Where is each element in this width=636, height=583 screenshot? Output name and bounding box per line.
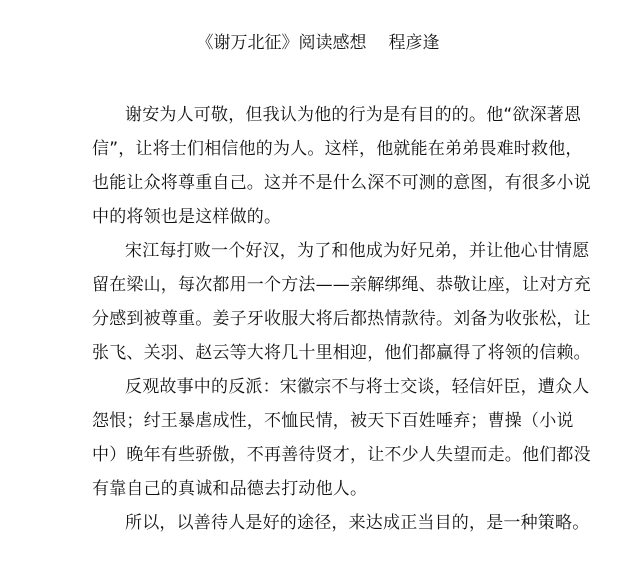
title-line <box>0 32 636 54</box>
author-name: 程彦逢 <box>388 33 440 53</box>
essay-body <box>92 98 591 540</box>
paragraph-3-line-2: 怨恨；纣王暴虐成性，不恤民情，被天下百姓唾弃；曹操（小说 <box>92 411 574 431</box>
paragraph-3-line-3: 中）晚年有些骄傲，不再善待贤才，让不少人失望而走。他们都没 <box>92 445 591 465</box>
paragraph-3-line-1: 反观故事中的反派：宋徽宗不与将士交谈，轻信奸臣，遭众人 <box>125 377 590 397</box>
paragraph-2-line-1: 宋江每打败一个好汉，为了和他成为好兄弟，并让他心甘情愿 <box>125 241 590 261</box>
paragraph-1-line-1: 谢安为人可敬，但我认为他的行为是有目的的。他“欲深著恩 <box>125 105 582 125</box>
paragraph-2-line-3: 分感到被尊重。姜子牙收服大将后都热情款待。刘备为收张松，让 <box>92 309 591 329</box>
paragraph-3-line-4: 有靠自己的真诚和品德去打动他人。 <box>92 479 368 499</box>
paragraph-1-line-2: 信”，让将士们相信他的为人。这样，他就能在弟弟畏难时救他， <box>92 139 583 159</box>
essay-title: 《谢万北征》阅读感想 <box>196 33 367 53</box>
paragraph-1-line-4: 中的将领也是这样做的。 <box>92 207 282 227</box>
paragraph-2-line-2: 留在梁山，每次都用一个方法——亲解绑绳、恭敬让座，让对方充 <box>92 275 591 295</box>
paragraph-2-line-4: 张飞、关羽、赵云等大将几十里相迎，他们都赢得了将领的信赖。 <box>92 343 591 363</box>
paragraph-1-line-3: 也能让众将尊重自己。这并不是什么深不可测的意图，有很多小说 <box>92 173 591 193</box>
paragraph-4-line-1: 所以，以善待人是好的途径，来达成正当目的，是一种策略。 <box>125 513 590 533</box>
